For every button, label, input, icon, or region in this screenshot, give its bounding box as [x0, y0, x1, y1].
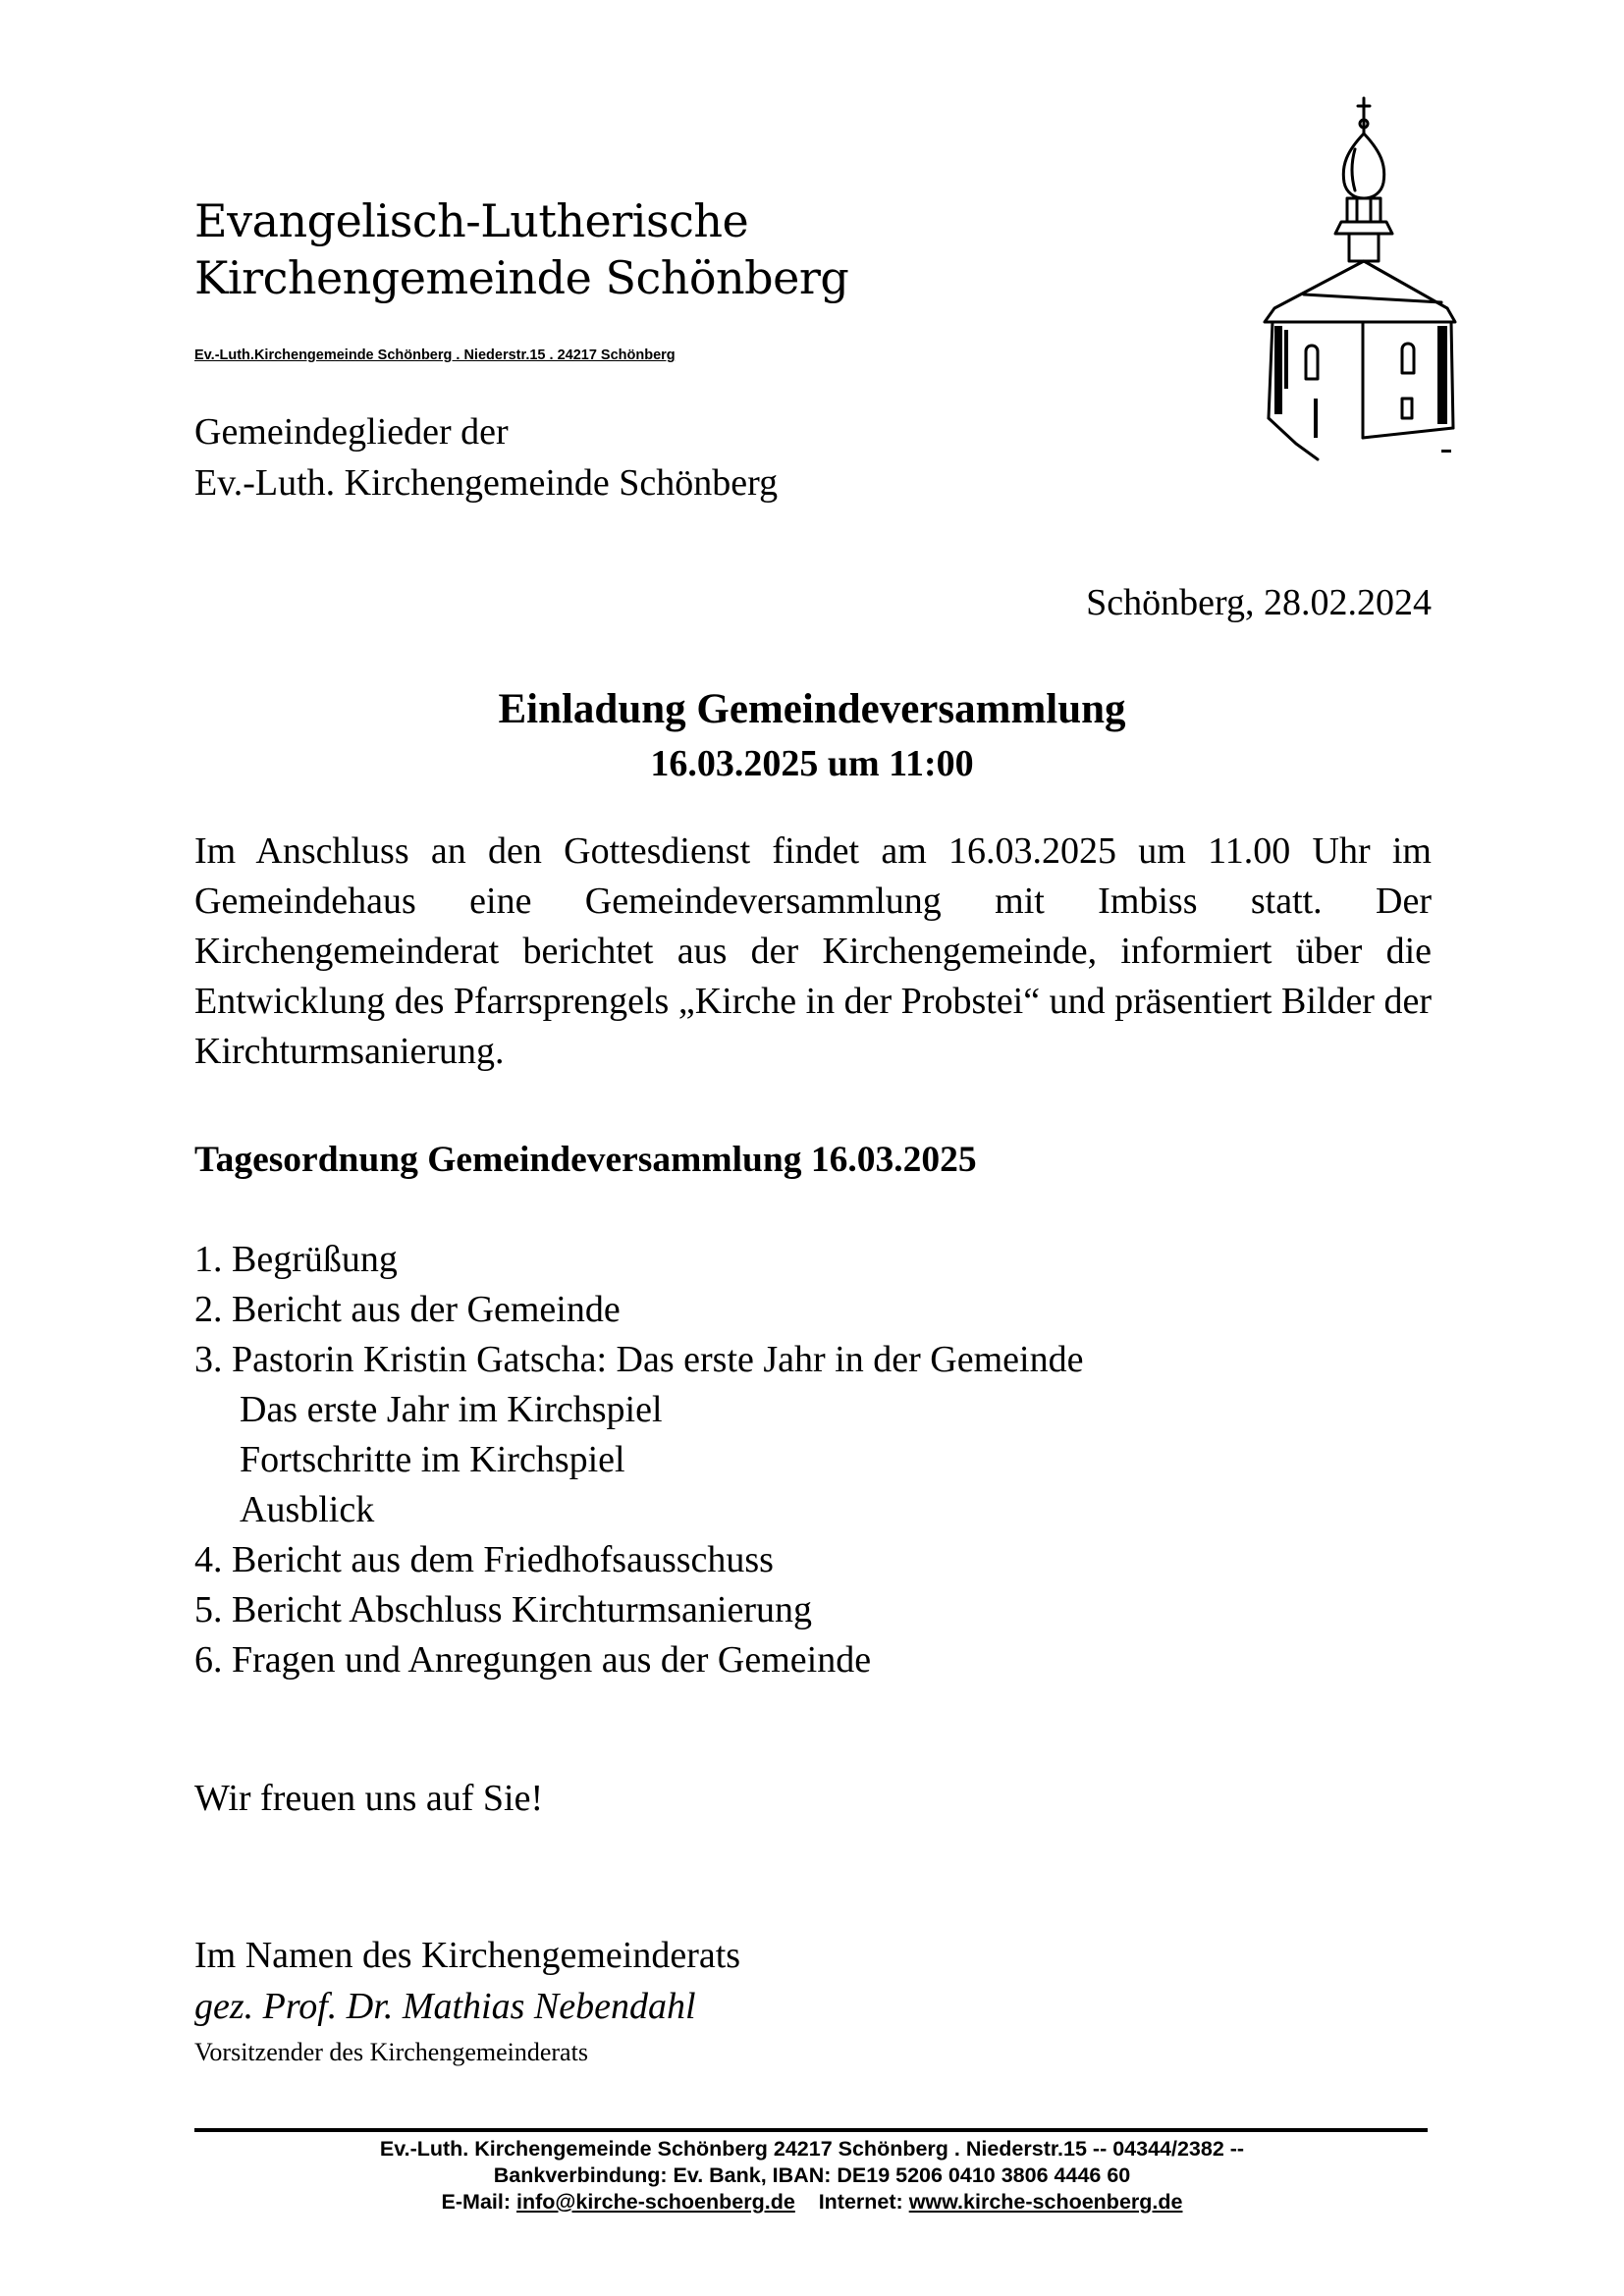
organization-name-line2: Kirchengemeinde Schönberg: [194, 251, 849, 304]
footer-address: Ev.-Luth. Kirchengemeinde Schönberg 24217 Schönberg . Niederstr.15 -- 04344/2382 --: [379, 2137, 1245, 2161]
agenda-sub-item: Das erste Jahr im Kirchspiel: [240, 1389, 663, 1430]
agenda-item: 1. Begrüßung: [194, 1239, 398, 1280]
invitation-subtitle: 16.03.2025 um 11:00: [650, 743, 974, 784]
footer-website-link[interactable]: www.kirche-schoenberg.de: [908, 2190, 1183, 2214]
invitation-body-text: Im Anschluss an den Gottesdienst findet am 16.03.2025 um 11.00 Uhr im Gemeindehaus eine Gemeindeversammlung mit Imbiss statt. Der Kirchengemeinderat berichtet aus der Kirchengemeinde, informiert über die Entwicklung des Pfarrsprengels „Kirche in der Probstei“ und präsentiert Bilder der Kirchturmsanierung.: [194, 830, 1432, 1072]
organization-name-line1: Evangelisch-Lutherische: [194, 194, 749, 247]
footer-contact: [0, 2189, 1624, 2216]
agenda-item: 5. Bericht Abschluss Kirchturmsanierung: [194, 1589, 813, 1630]
agenda-sub-item: Ausblick: [240, 1489, 375, 1530]
signature-intro: Im Namen des Kirchengemeinderats: [194, 1935, 741, 1976]
agenda-list: [194, 1235, 1083, 1685]
agenda-item: 3. Pastorin Kristin Gatscha: Das erste Jahr in der Gemeinde: [194, 1339, 1084, 1380]
footer-divider: [194, 2128, 1428, 2132]
signature-name: gez. Prof. Dr. Mathias Nebendahl: [194, 1986, 696, 2027]
footer-email-link[interactable]: info@kirche-schoenberg.de: [516, 2190, 795, 2214]
recipient-line1: Gemeindeglieder der: [194, 411, 509, 453]
agenda-sub-item: Fortschritte im Kirchspiel: [240, 1439, 625, 1480]
invitation-title: Einladung Gemeindeversammlung: [498, 686, 1126, 732]
letter-date: Schönberg, 28.02.2024: [1086, 582, 1432, 623]
agenda-title: Tagesordnung Gemeindeversammlung 16.03.2025: [194, 1140, 977, 1180]
footer-bank: Bankverbindung: Ev. Bank, IBAN: DE19 5206 0410 3806 4446 60: [493, 2163, 1131, 2187]
agenda-item: 2. Bericht aus der Gemeinde: [194, 1289, 621, 1330]
sender-address-line: Ev.-Luth.Kirchengemeinde Schönberg . Niederstr.15 . 24217 Schönberg: [194, 347, 676, 363]
footer-email-label: E-Mail:: [441, 2190, 512, 2214]
closing-greeting: Wir freuen uns auf Sie!: [194, 1778, 544, 1819]
signature-role: Vorsitzender des Kirchengemeinderats: [194, 2038, 588, 2066]
recipient-line2: Ev.-Luth. Kirchengemeinde Schönberg: [194, 462, 779, 504]
church-tower-logo: [1245, 94, 1471, 467]
agenda-item: 6. Fragen und Anregungen aus der Gemeinde: [194, 1639, 872, 1681]
invitation-body: [194, 827, 1432, 1077]
footer-internet-label: Internet:: [818, 2190, 903, 2214]
agenda-item: 4. Bericht aus dem Friedhofsausschuss: [194, 1539, 774, 1580]
